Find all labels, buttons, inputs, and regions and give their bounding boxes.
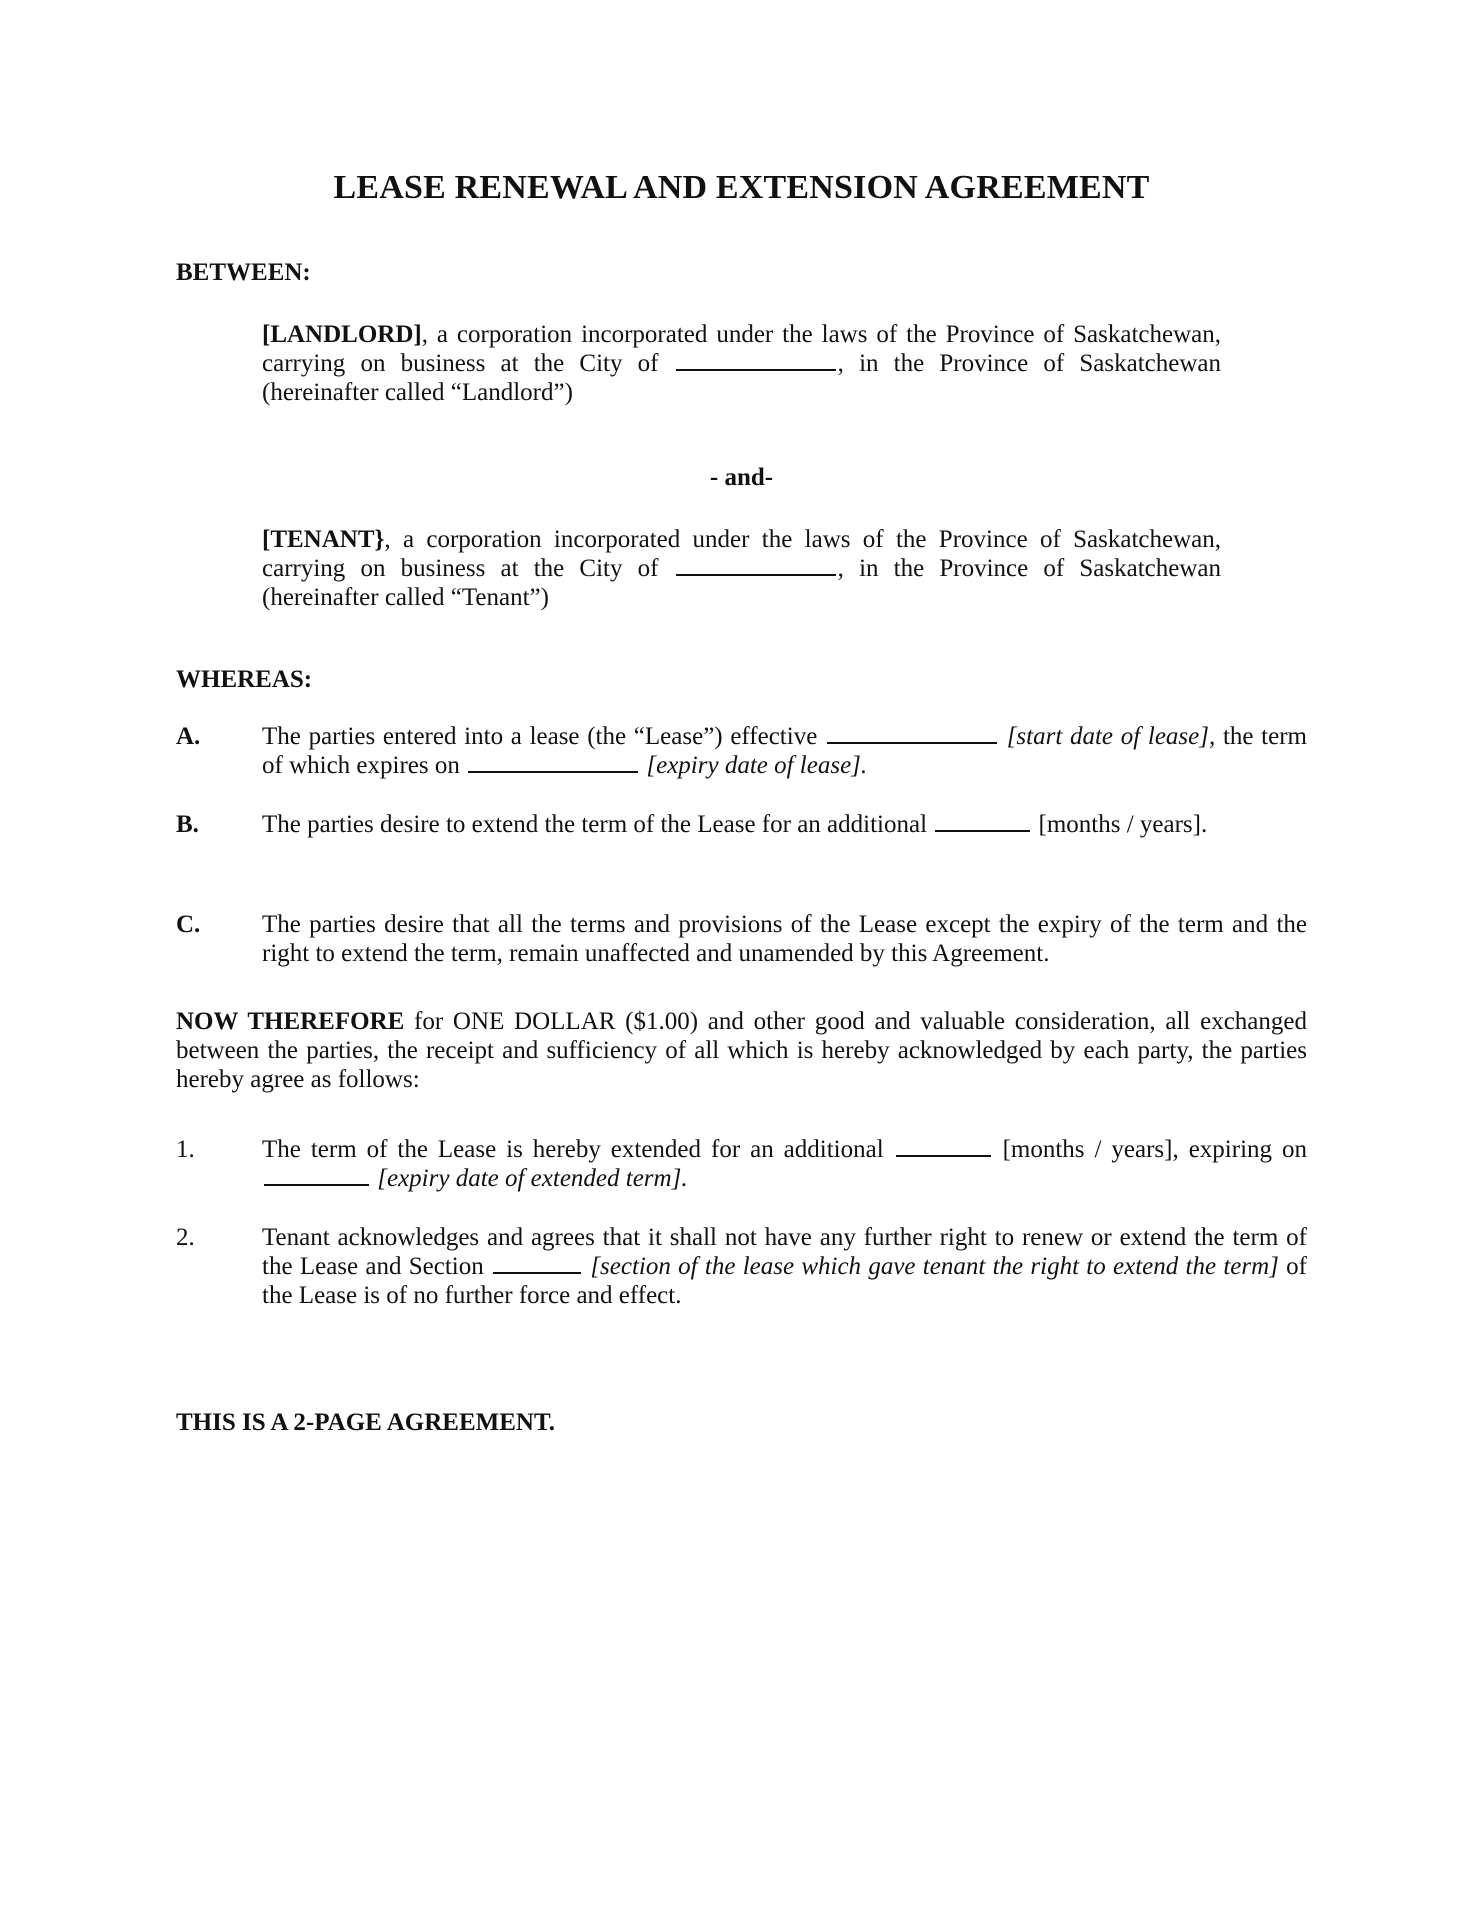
extended-expiry-blank[interactable] [264, 1164, 369, 1186]
clause-1 [176, 1135, 1307, 1193]
clause-text: of the Lease is of no further force and effect. [262, 1253, 1308, 1309]
recital-text: the term of which expires on [262, 723, 1307, 779]
landlord-paragraph [262, 320, 1221, 407]
recital-c [176, 910, 1307, 968]
recital-text: The parties desire that all the terms and provisions of the Lease except the expiry of the term and the right to extend the term, remain unaffected and unamended by this Agreement. [262, 911, 1307, 967]
tenant-city-blank[interactable] [676, 554, 836, 576]
recital-note: [start date of lease], [1006, 723, 1216, 750]
clause-text: [months / years], expiring on [1002, 1136, 1307, 1163]
now-therefore-lead: NOW THEREFORE [176, 1008, 405, 1035]
start-date-blank[interactable] [827, 722, 997, 744]
section-number-blank[interactable] [493, 1252, 581, 1274]
recital-b [176, 810, 1307, 839]
recital-text: [months / years]. [1038, 811, 1208, 838]
extension-period-blank[interactable] [935, 810, 1030, 832]
landlord-city-blank[interactable] [676, 349, 836, 371]
clause-note: [section of the lease which gave tenant the right to extend the term] [590, 1253, 1279, 1280]
recital-body [262, 910, 1307, 968]
tenant-paragraph [262, 525, 1221, 612]
between-heading: BETWEEN: [176, 259, 311, 286]
tenant-text-2: , in the Province of Saskatchewan (hereinafter called “Tenant”) [262, 555, 1222, 611]
expiry-date-blank[interactable] [468, 751, 638, 773]
now-therefore-text: for ONE DOLLAR ($1.00) and other good and valuable consideration, all exchanged between the parties, the receipt and sufficiency of all which is hereby acknowledged by each party, the parties hereby agree as follows: [176, 1008, 1307, 1093]
clause-2 [176, 1223, 1307, 1310]
landlord-text-1: , a corporation incorporated under the laws of the Province of Saskatchewan, carrying on business at the City of [262, 321, 1221, 377]
clause-body [262, 1223, 1307, 1310]
whereas-heading: WHEREAS: [176, 666, 313, 693]
page-count-note: THIS IS A 2-PAGE AGREEMENT. [176, 1409, 556, 1436]
tenant-text-1: , a corporation incorporated under the laws of the Province of Saskatchewan, carrying on business at the City of [262, 526, 1221, 582]
landlord-name: [LANDLORD] [262, 321, 422, 348]
recital-text: The parties desire to extend the term of the Lease for an additional [262, 811, 928, 838]
clause-note: [expiry date of extended term]. [377, 1165, 688, 1192]
now-therefore-paragraph [176, 1007, 1307, 1094]
clause-text: The term of the Lease is hereby extended for an additional [262, 1136, 884, 1163]
extension-period-blank[interactable] [896, 1135, 991, 1157]
and-separator: - and- [709, 464, 774, 491]
clause-label: 2. [176, 1224, 195, 1251]
clause-text: Tenant acknowledges and agrees that it shall not have any further right to renew or extend the term of the Lease and Section [262, 1224, 1307, 1280]
recital-note: [expiry date of lease]. [646, 752, 868, 779]
recital-a [176, 722, 1307, 780]
recital-body [262, 810, 1307, 839]
document-title: LEASE RENEWAL AND EXTENSION AGREEMENT [333, 169, 1150, 206]
recital-label: A. [176, 723, 201, 750]
recital-body [262, 722, 1307, 780]
landlord-text-2: , in the Province of Saskatchewan (hereinafter called “Landlord”) [262, 350, 1222, 406]
recital-label: B. [176, 811, 199, 838]
recital-text: The parties entered into a lease (the “Lease”) effective [262, 723, 818, 750]
clause-label: 1. [176, 1136, 195, 1163]
clause-body [262, 1135, 1307, 1193]
recital-label: C. [176, 911, 201, 938]
tenant-name: [TENANT} [262, 526, 385, 553]
